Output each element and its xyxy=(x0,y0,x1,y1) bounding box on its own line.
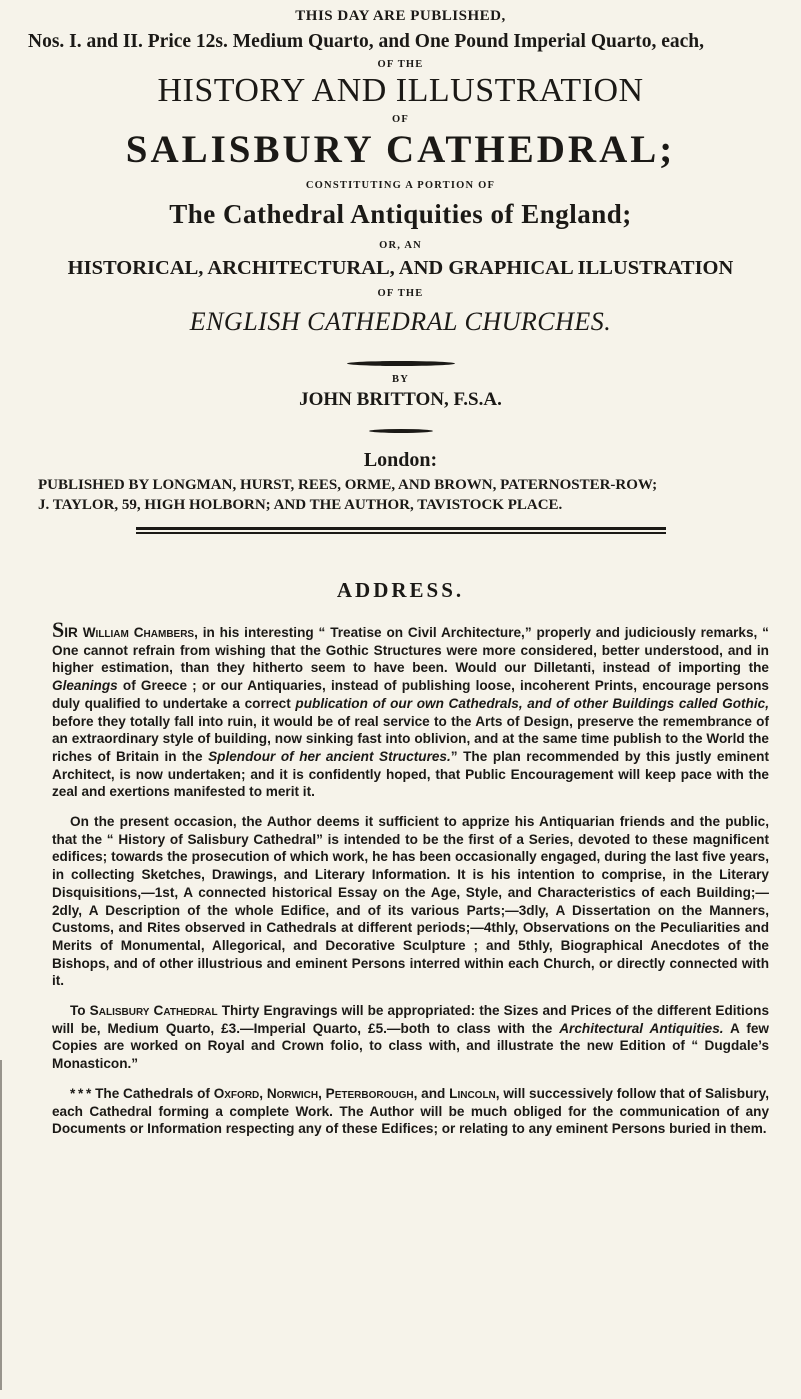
ornamental-rule-small xyxy=(369,429,433,433)
paragraph-2: On the present occasion, the Author deems it sufficient to apprize his Antiquarian friends and the public, that the “ History of Salisbury Cathedral” is intended to be the first of a Series, devoted to these magnificent edifices; towards the prosecution of which work, he has been occasionally engaged, during the last five years, in collecting Sketches, Drawings, and Literary Information. It is his intention to comprise, in the Literary Disquisitions,—1st, A connected historical Essay on the Age, Style, and Characteristics of each Building;—2dly, A Description of the whole Edifice, and of its various Parts;—3dly, A Dissertation on the Manners, Customs, and Rites observed in Cathedrals at different periods;—4thly, Observations on the Peculiarities and Merits of Monumental, Allegorical, and Decorative Sculpture ; and 5thly, Biographical Anecdotes of the Bishops, and of other illustrious and eminent Persons interred within each Church, or directly connected with it. xyxy=(52,814,769,989)
of-the-label-2: OF THE xyxy=(377,288,424,299)
drop-cap: S xyxy=(52,617,65,642)
constituting-label: CONSTITUTING A PORTION OF xyxy=(305,180,496,191)
paragraph-1: SIR William Chambers, in his interesting “ Treatise on Civil Architecture,” properly and judiciously remarks, “ One cannot refrain from wishing that the Gothic Structures were more considered, better understood, and in higher estimation, than they hitherto seem to have been. Would our Dilletanti, instead of importing the Gleanings of Greece ; or our Antiquaries, instead of publishing loose, incoherent Prints, encourage persons duly qualified to undertake a correct publication of our own Cathedrals, and of other Buildings called Gothic, before they totally fall into ruin, it would be of real service to the Arts of Design, preserve the remembrance of an extraordinary style of building, now sinking fast into oblivion, and at the same time publish to the World the riches of Britain in the Splendour of her ancient Structures.” The plan recommended by this justly eminent Architect, is now undertaken; and it is confidently hoped, that Public Encouragement will keep pace with the zeal and exertions manifested to merit it. xyxy=(52,617,769,800)
announcement-line: THIS DAY ARE PUBLISHED, xyxy=(295,8,506,24)
price-line: Nos. I. and II. Price 12s. Medium Quarto, and One Pound Imperial Quarto, each, xyxy=(28,31,705,52)
paragraph-4: * * * The Cathedrals of Oxford, Norwich, Peterborough, and Lincoln, will successively follow that of Salisbury, each Cathedral forming a complete Work. The Author will be much obliged for the communication of any Documents or Information respecting any of these Edifices; or relating to any eminent Persons buried in them. xyxy=(52,1085,770,1137)
series-title: The Cathedral Antiquities of England; xyxy=(169,199,632,229)
publisher-line-2: J. TAYLOR, 59, HIGH HOLBORN; AND THE AUTHOR, TAVISTOCK PLACE. xyxy=(38,496,563,513)
page-edge-mark xyxy=(0,1060,2,1390)
by-label: BY xyxy=(392,374,409,385)
ornamental-rule xyxy=(347,361,455,366)
author-name: JOHN BRITTON, F.S.A. xyxy=(299,389,502,410)
london-imprint: London: xyxy=(363,449,438,471)
subtitle-historical: HISTORICAL, ARCHITECTURAL, AND GRAPHICAL ILLUSTRATION xyxy=(67,257,734,279)
subtitle-english-cathedrals: ENGLISH CATHEDRAL CHURCHES. xyxy=(189,307,612,336)
double-rule xyxy=(136,527,666,534)
title-history: HISTORY AND ILLUSTRATION xyxy=(157,72,644,109)
paragraph-3: To Salisbury Cathedral Thirty Engravings will be appropriated: the Sizes and Prices of the different Editions will be, Medium Quarto, £3.—Imperial Quarto, £5.—both to class with the Architectural Antiquities. A few Copies are worked on Royal and Crown folio, to class with, and illustrate the new Edition of “ Dugdale’s Monasticon.” xyxy=(52,1003,770,1072)
title-salisbury: SALISBURY CATHEDRAL; xyxy=(125,128,676,171)
address-body xyxy=(22,617,779,1138)
of-label: OF xyxy=(392,114,409,125)
or-an-label: OR, AN xyxy=(379,240,422,251)
address-heading: ADDRESS. xyxy=(336,578,465,602)
of-the-label: OF THE xyxy=(377,59,424,70)
publisher-line-1: PUBLISHED BY LONGMAN, HURST, REES, ORME, AND BROWN, PATERNOSTER-ROW; xyxy=(38,477,658,493)
